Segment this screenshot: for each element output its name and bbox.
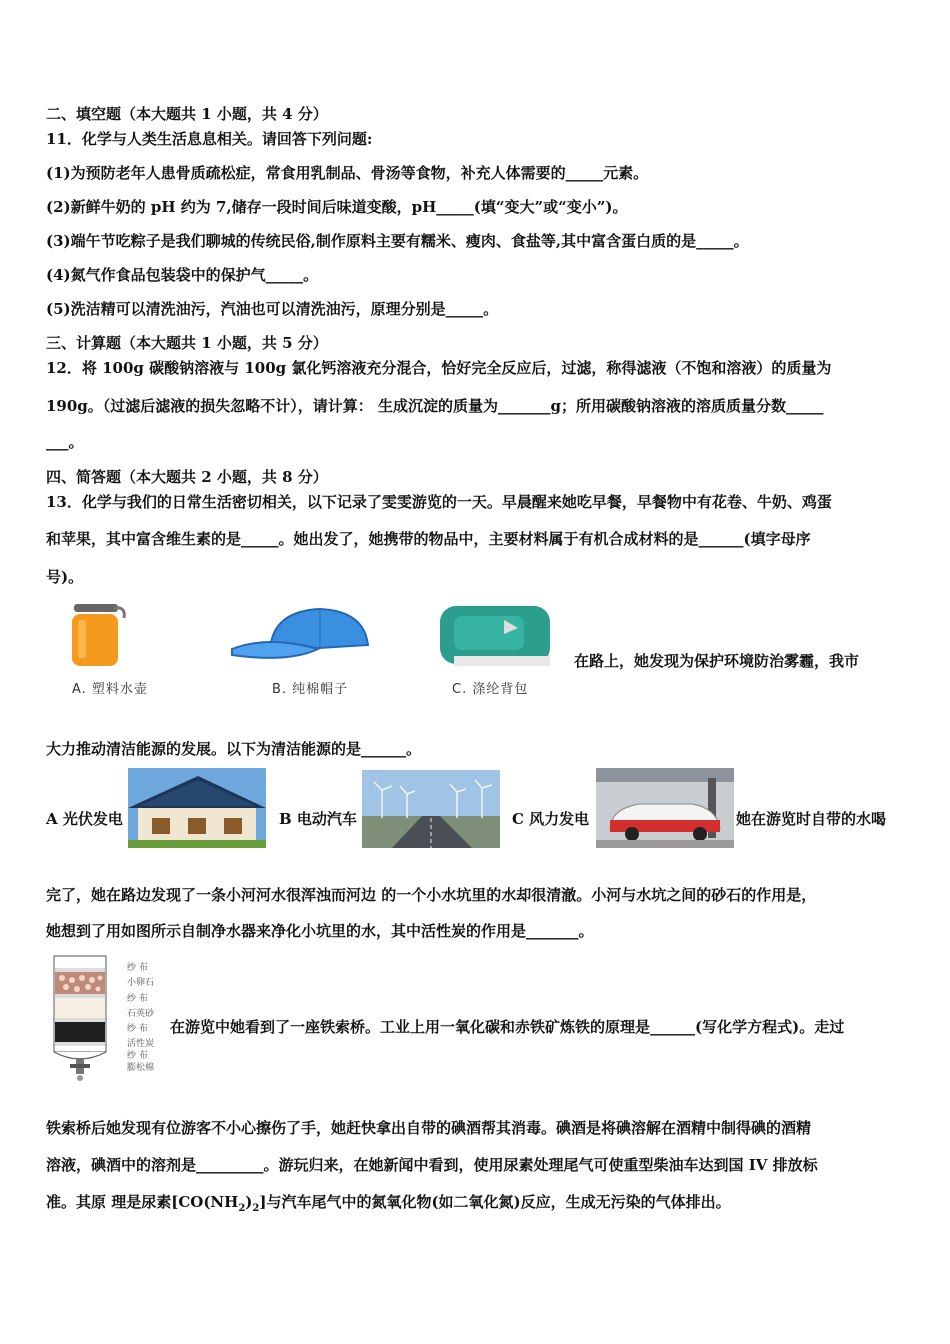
cotton-cap-image xyxy=(228,605,374,667)
question-11-part-2: (2)新鲜牛奶的 pH 约为 7,储存一段时间后味道变酸，pH_____(填“变大”或“变小”)。 xyxy=(46,198,628,216)
question-11-part-3: (3)端午节吃粽子是我们聊城的传统民俗,制作原料主要有糯米、瘦肉、食盐等,其中富含蛋白质的是_____。 xyxy=(46,232,749,250)
question-13-line-1: 13．化学与我们的日常生活密切相关，以下记录了雯雯游览的一天。早晨醒来她吃早餐，早餐物中有花卷、牛奶、鸡蛋 xyxy=(46,493,832,511)
question-11-part-1: (1)为预防老年人患骨质疏松症，常食用乳制品、骨汤等食物，补充人体需要的_____元素。 xyxy=(46,164,649,182)
river-line-2: 她想到了用如图所示自制净水器来净化小坑里的水，其中活性炭的作用是_______。 xyxy=(46,922,594,940)
option-a-label: A 光伏发电 xyxy=(46,810,123,828)
urea-line: 准。其原 理是尿素$[CO(NH_2)_2]$与汽车尾气中的氮氧化物(如二氧化氮)反应，生成无污染的气体排出。 xyxy=(46,1193,731,1214)
electric-taxi-image xyxy=(596,768,734,848)
caption-c: C. 涤纶背包 xyxy=(452,682,529,697)
question-11-stem: 11．化学与人类生活息息相关。请回答下列问题: xyxy=(46,130,373,148)
filter-label-3: 纱 布 xyxy=(127,994,148,1004)
filter-label-8: 膨松棉 xyxy=(127,1063,155,1073)
solar-house-image xyxy=(128,768,266,848)
option-c-label: C 风力发电 xyxy=(512,810,590,828)
filter-label-4: 石英砂 xyxy=(127,1009,155,1019)
water-filter-diagram xyxy=(50,954,114,1086)
text-after-pictures: 在路上，她发现为保护环境防治雾霾，我市 xyxy=(574,652,860,670)
text-after-energy: 她在游览时自带的水喝 xyxy=(736,810,887,828)
filter-label-1: 纱 布 xyxy=(127,963,148,973)
filter-label-7: 纱 布 xyxy=(127,1051,148,1061)
polyester-backpack-image xyxy=(434,598,558,670)
option-b-label: B 电动汽车 xyxy=(279,810,357,828)
filter-label-6: 活性炭 xyxy=(127,1039,155,1049)
iodine-line-1: 铁索桥后她发现有位游客不小心擦伤了手，她赶快拿出自带的碘酒帮其消毒。碘酒是将碘溶解在酒精中制得碘的酒精 xyxy=(46,1119,812,1137)
section-2-heading: 二、填空题（本大题共 1 小题，共 4 分） xyxy=(46,105,328,123)
clean-energy-question: 大力推动清洁能源的发展。以下为清洁能源的是______。 xyxy=(46,740,422,758)
section-3-heading: 三、计算题（本大题共 1 小题，共 5 分） xyxy=(46,334,328,352)
plastic-kettle-image xyxy=(64,602,130,668)
wind-farm-road-image xyxy=(362,770,500,848)
caption-b: B. 纯棉帽子 xyxy=(272,682,349,697)
question-11-part-4: (4)氮气作食品包装袋中的保护气_____。 xyxy=(46,266,319,284)
question-13-line-2: 和苹果，其中富含维生素的是_____。她出发了，她携带的物品中，主要材料属于有机合成材料的是______(填字母序 xyxy=(46,530,811,548)
question-12-line-1: 12．将 100g 碳酸钠溶液与 100g 氯化钙溶液充分混合，恰好完全反应后，过滤，称得滤液（不饱和溶液）的质量为 xyxy=(46,359,832,377)
question-13-line-3: 号)。 xyxy=(46,568,84,586)
filter-label-5: 纱 布 xyxy=(127,1024,148,1034)
caption-a: A. 塑料水壶 xyxy=(72,682,148,697)
question-11-part-5: (5)洗洁精可以清洗油污，汽油也可以清洗油污，原理分别是_____。 xyxy=(46,300,499,318)
question-12-line-2: 190g。（过滤后滤液的损失忽略不计），请计算： 生成沉淀的质量为_______g；所用碳酸钠溶液的溶质质量分数_____ xyxy=(46,397,824,415)
iodine-line-2: 溶液，碘酒中的溶剂是_________。游玩归来，在她新闻中看到，使用尿素处理尾气可使重型柴油车达到国 IV 排放标 xyxy=(46,1156,818,1174)
section-4-heading: 四、简答题（本大题共 2 小题，共 8 分） xyxy=(46,468,328,486)
river-line-1: 完了，她在路边发现了一条小河河水很浑浊而河边 的一个小水坑里的水却很清澈。小河与水坑之间的砂石的作用是， xyxy=(46,886,817,904)
filter-label-2: 小卵石 xyxy=(127,978,155,988)
question-12-line-3: ___。 xyxy=(46,433,84,451)
text-after-filter: 在游览中她看到了一座铁索桥。工业上用一氧化碳和赤铁矿炼铁的原理是______(写化学方程式)。走过 xyxy=(170,1018,845,1036)
